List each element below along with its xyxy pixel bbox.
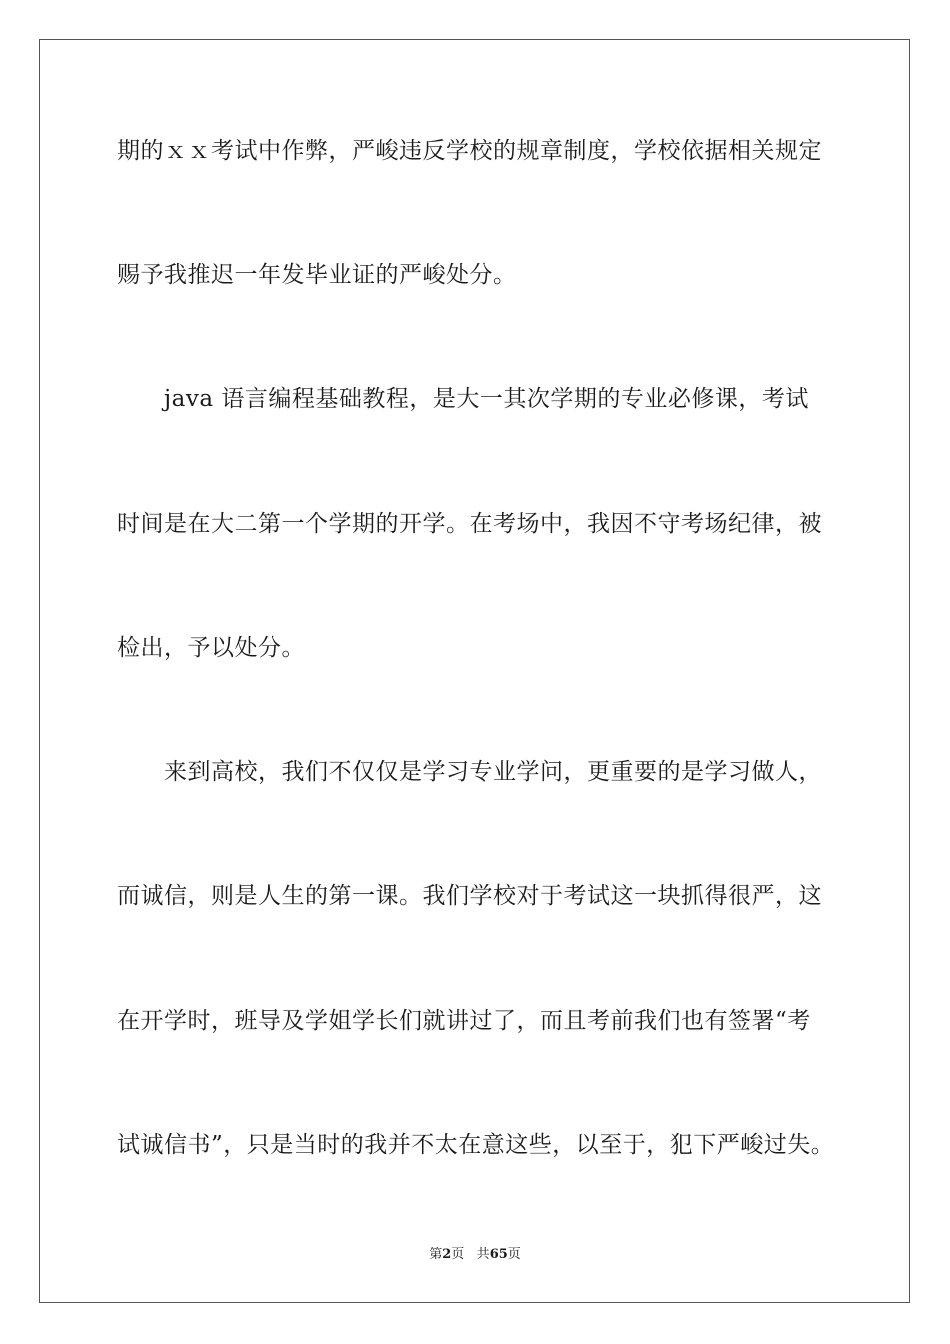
text-line-6: 来到高校，我们不仅仅是学习专业学问，更重要的是学习做人， (117, 759, 822, 785)
text-line-1: 期的ｘｘ考试中作弊，严峻违反学校的规章制度，学校依据相关规定 (117, 138, 822, 164)
page-number: 2 (442, 1247, 452, 1262)
page-prefix: 第 (429, 1247, 443, 1262)
text-line-8: 在开学时，班导及学姐学长们就讲过了，而且考前我们也有签署“考 (117, 1008, 811, 1034)
total-pages: 65 (489, 1247, 508, 1262)
page-suffix: 页 (451, 1247, 465, 1262)
text-line-9: 试诚信书”，只是当时的我并不太在意这些，以至于，犯下严峻过失。 (117, 1132, 835, 1158)
text-line-3: java 语言编程基础教程，是大一其次学期的专业必修课，考试 (117, 386, 809, 412)
text-line-2: 赐予我推迟一年发毕业证的严峻处分。 (117, 262, 517, 288)
total-prefix: 共 (476, 1247, 490, 1262)
page-border (39, 39, 910, 1303)
page-footer (0, 1246, 950, 1264)
text-line-5: 检出，予以处分。 (117, 635, 305, 661)
total-suffix: 页 (507, 1247, 521, 1262)
text-line-4: 时间是在大二第一个学期的开学。在考场中，我因不守考场纪律，被 (117, 511, 822, 537)
text-line-7: 而诚信，则是人生的第一课。我们学校对于考试这一块抓得很严，这 (117, 883, 822, 909)
